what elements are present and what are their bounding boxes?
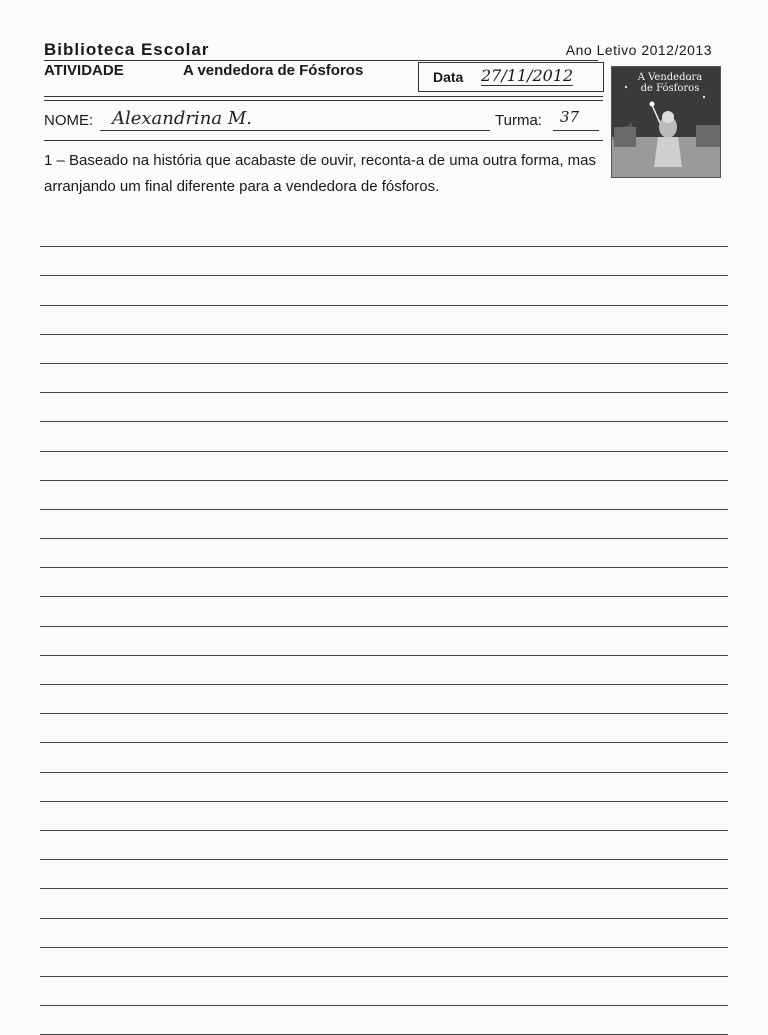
answer-line [40, 568, 728, 597]
question-text: 1 – Baseado na história que acabaste de ouvir, reconta-a de uma outra forma, mas arranjando um final diferente para a vendedora de fósforos. [44, 152, 596, 195]
answer-line [40, 510, 728, 539]
answer-line [40, 889, 728, 918]
date-value: 27/11/2012 [481, 66, 574, 85]
answer-line [40, 627, 728, 656]
answer-line [40, 1006, 728, 1035]
school-name: Biblioteca Escolar [44, 40, 210, 59]
answer-line [40, 860, 728, 889]
answer-line [40, 802, 728, 831]
header-rule [44, 96, 603, 97]
answer-line [40, 481, 728, 510]
answer-line [40, 831, 728, 860]
date-label: Data [433, 69, 464, 85]
cover-title: A Vendedora [637, 72, 703, 83]
answer-line [40, 335, 728, 364]
answer-line [40, 714, 728, 743]
name-label: NOME: [44, 112, 94, 129]
book-cover-image [611, 66, 721, 178]
answer-line [40, 948, 728, 977]
top-rule [44, 60, 598, 61]
answer-line [40, 276, 728, 305]
class-label: Turma: [495, 112, 542, 129]
answer-line [40, 306, 728, 335]
class-underline [553, 130, 599, 131]
answer-line [40, 393, 728, 422]
activity-label: ATIVIDADE [44, 62, 124, 79]
answer-line [40, 773, 728, 802]
date-box [418, 62, 604, 92]
answer-line [40, 247, 728, 276]
answer-line [40, 218, 728, 247]
header-rule-thin [44, 100, 603, 101]
answer-line [40, 743, 728, 772]
name-rule [44, 140, 603, 141]
answer-line [40, 656, 728, 685]
school-year: Ano Letivo 2012/2013 [565, 42, 712, 58]
answer-line [40, 539, 728, 568]
answer-lines [40, 218, 728, 1035]
answer-line [40, 597, 728, 626]
cover-subtitle: de Fósforos [640, 83, 700, 94]
name-underline [100, 130, 490, 131]
answer-line [40, 685, 728, 714]
answer-line [40, 919, 728, 948]
answer-line [40, 422, 728, 451]
name-value: Alexandrina M. [112, 108, 252, 129]
answer-line [40, 364, 728, 393]
answer-line [40, 452, 728, 481]
activity-title: A vendedora de Fósforos [183, 62, 364, 79]
class-value: 37 [560, 108, 580, 126]
answer-line [40, 977, 728, 1006]
